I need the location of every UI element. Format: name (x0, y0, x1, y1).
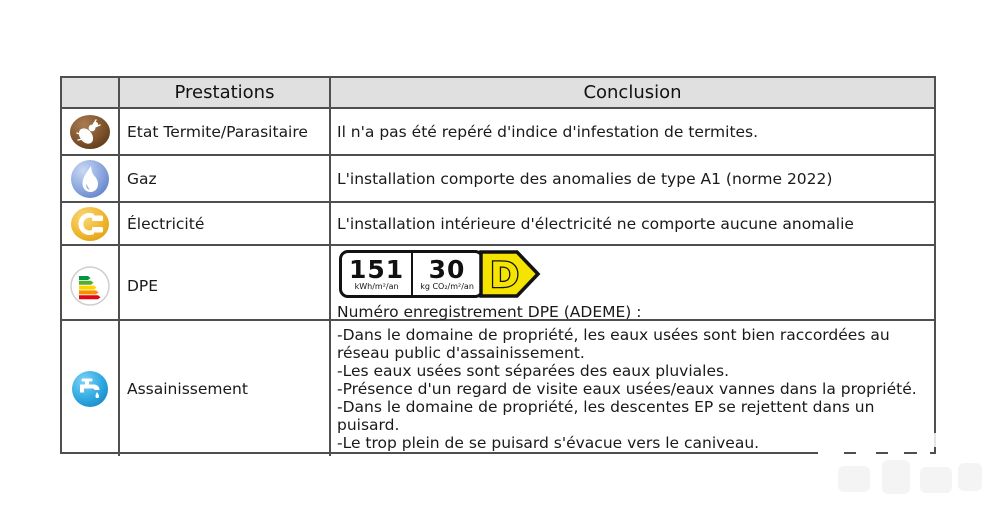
dpe-energy-unit: kWh/m²/an (354, 281, 399, 291)
row-conclusion-dpe (329, 246, 934, 325)
dpe-co2-value: 30 (428, 254, 466, 284)
dpe-values-box (339, 250, 484, 298)
finding-line: -Dans le domaine de propriété, les eaux usées sont bien raccordées au réseau public d'assainissement. (337, 326, 890, 362)
dpe-grade-letter: D (489, 256, 519, 296)
dpe-energy-consumption (342, 253, 411, 295)
header-conclusion: Conclusion (329, 78, 934, 107)
dpe-energy-label-badge (339, 250, 541, 298)
row-label-assainissement: Assainissement (118, 321, 329, 456)
row-conclusion-termites: Il n'a pas été repéré d'indice d'infestation de termites. (329, 109, 934, 154)
row-conclusion-assainissement (329, 321, 934, 456)
row-conclusion-electricite: L'installation intérieure d'électricité ne comporte aucune anomalie (329, 203, 934, 244)
dpe-registration-line: Numéro enregistrement DPE (ADEME) : (337, 303, 642, 321)
header-icon-column (62, 78, 118, 107)
electric-plug-icon (62, 203, 118, 244)
row-label-gaz: Gaz (118, 156, 329, 201)
row-label-dpe: DPE (118, 246, 329, 325)
water-tap-icon (62, 321, 118, 456)
table-row-dpe (62, 244, 934, 319)
finding-line: -Présence d'un regard de visite eaux usées/eaux vannes dans la propriété. (337, 380, 917, 398)
termite-icon (62, 109, 118, 154)
table-header-row (62, 78, 934, 107)
table-row-gaz (62, 154, 934, 201)
dpe-energy-value: 151 (349, 254, 405, 284)
finding-line: -Les eaux usées sont séparées des eaux pluviales. (337, 362, 729, 380)
row-label-electricite: Électricité (118, 203, 329, 244)
assainissement-findings-list (337, 326, 928, 452)
row-conclusion-gaz: L'installation comporte des anomalies de type A1 (norme 2022) (329, 156, 934, 201)
header-prestations: Prestations (118, 78, 329, 107)
table-row-termites (62, 107, 934, 154)
table-row-electricite (62, 201, 934, 244)
diagnostics-table (60, 76, 936, 454)
dpe-co2-emissions (411, 253, 481, 295)
dpe-grade-arrow (479, 250, 541, 298)
dpe-co2-unit: kg CO₂/m²/an (420, 281, 474, 291)
energy-rating-bars-icon (62, 246, 118, 325)
row-label-termites: Etat Termite/Parasitaire (118, 109, 329, 154)
table-row-assainissement (62, 319, 934, 452)
finding-line: -Le trop plein de se puisard s'évacue vers le caniveau. (337, 434, 760, 452)
gas-flame-icon (62, 156, 118, 201)
finding-line: -Dans le domaine de propriété, les descentes EP se rejettent dans un puisard. (337, 398, 875, 434)
